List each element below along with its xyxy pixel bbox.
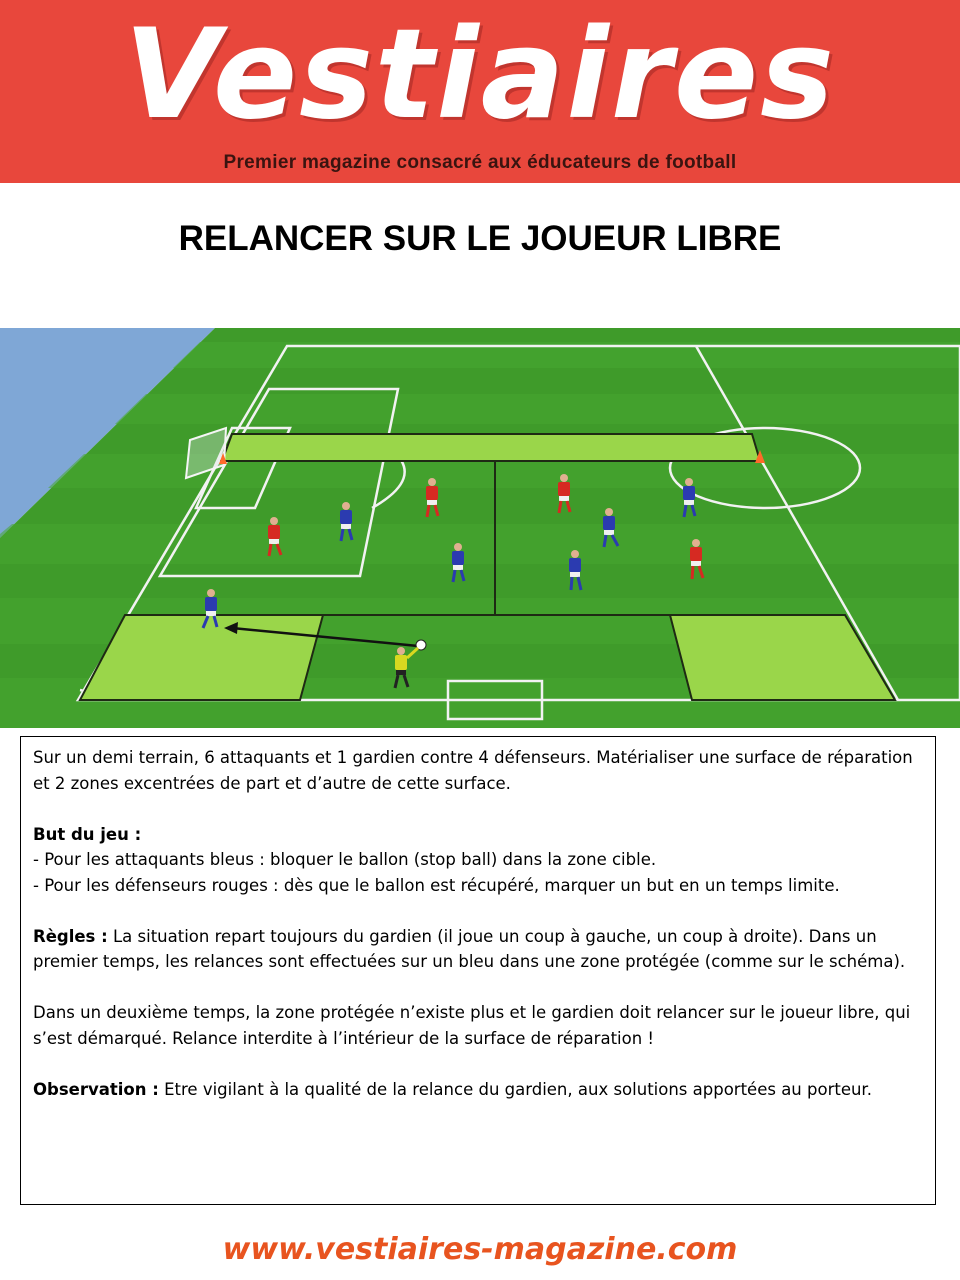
rules-section <box>33 924 923 975</box>
magazine-logo: Vestiaires <box>124 3 836 147</box>
observation-section <box>33 1077 923 1103</box>
rules-text: La situation repart toujours du gardien (il joue un coup à gauche, un coup à droite). Dans un premier temps, les relances sont effectuées sur un bleu dans une zone protégée (comme sur le schéma). <box>33 926 906 971</box>
observation-text: Etre vigilant à la qualité de la relance du gardien, aux solutions apportées au porteur. <box>164 1079 872 1099</box>
observation-heading: Observation : <box>33 1079 159 1099</box>
website-link[interactable]: www.vestiaires-magazine.com <box>222 1232 738 1267</box>
training-field-diagram <box>0 328 960 728</box>
magazine-tagline: Premier magazine consacré aux éducateurs de football <box>223 152 737 173</box>
rules-second-phase: Dans un deuxième temps, la zone protégée n’existe plus et le gardien doit relancer sur le joueur libre, qui s’est démarqué. Relance interdite à l’intérieur de la surface de réparation ! <box>33 1003 911 1048</box>
intro-paragraph: Sur un demi terrain, 6 attaquants et 1 gardien contre 4 défenseurs. Matérialiser une surface de réparation et 2 zones excentrées de part et d’autre de cette surface. <box>33 748 913 793</box>
target-zone-strip <box>222 434 760 461</box>
goal-defenders-line: - Pour les défenseurs rouges : dès que le ballon est récupéré, marquer un but en un temps limite. <box>33 875 840 895</box>
magazine-banner <box>0 0 960 183</box>
page-title: RELANCER SUR LE JOUEUR LIBRE <box>178 219 782 258</box>
rules-heading: Règles : <box>33 926 108 946</box>
exercise-description <box>20 736 936 1205</box>
goal-section <box>33 822 923 899</box>
goal-heading: But du jeu : <box>33 824 142 844</box>
goal-attackers-line: - Pour les attaquants bleus : bloquer le ballon (stop ball) dans la zone cible. <box>33 850 657 869</box>
